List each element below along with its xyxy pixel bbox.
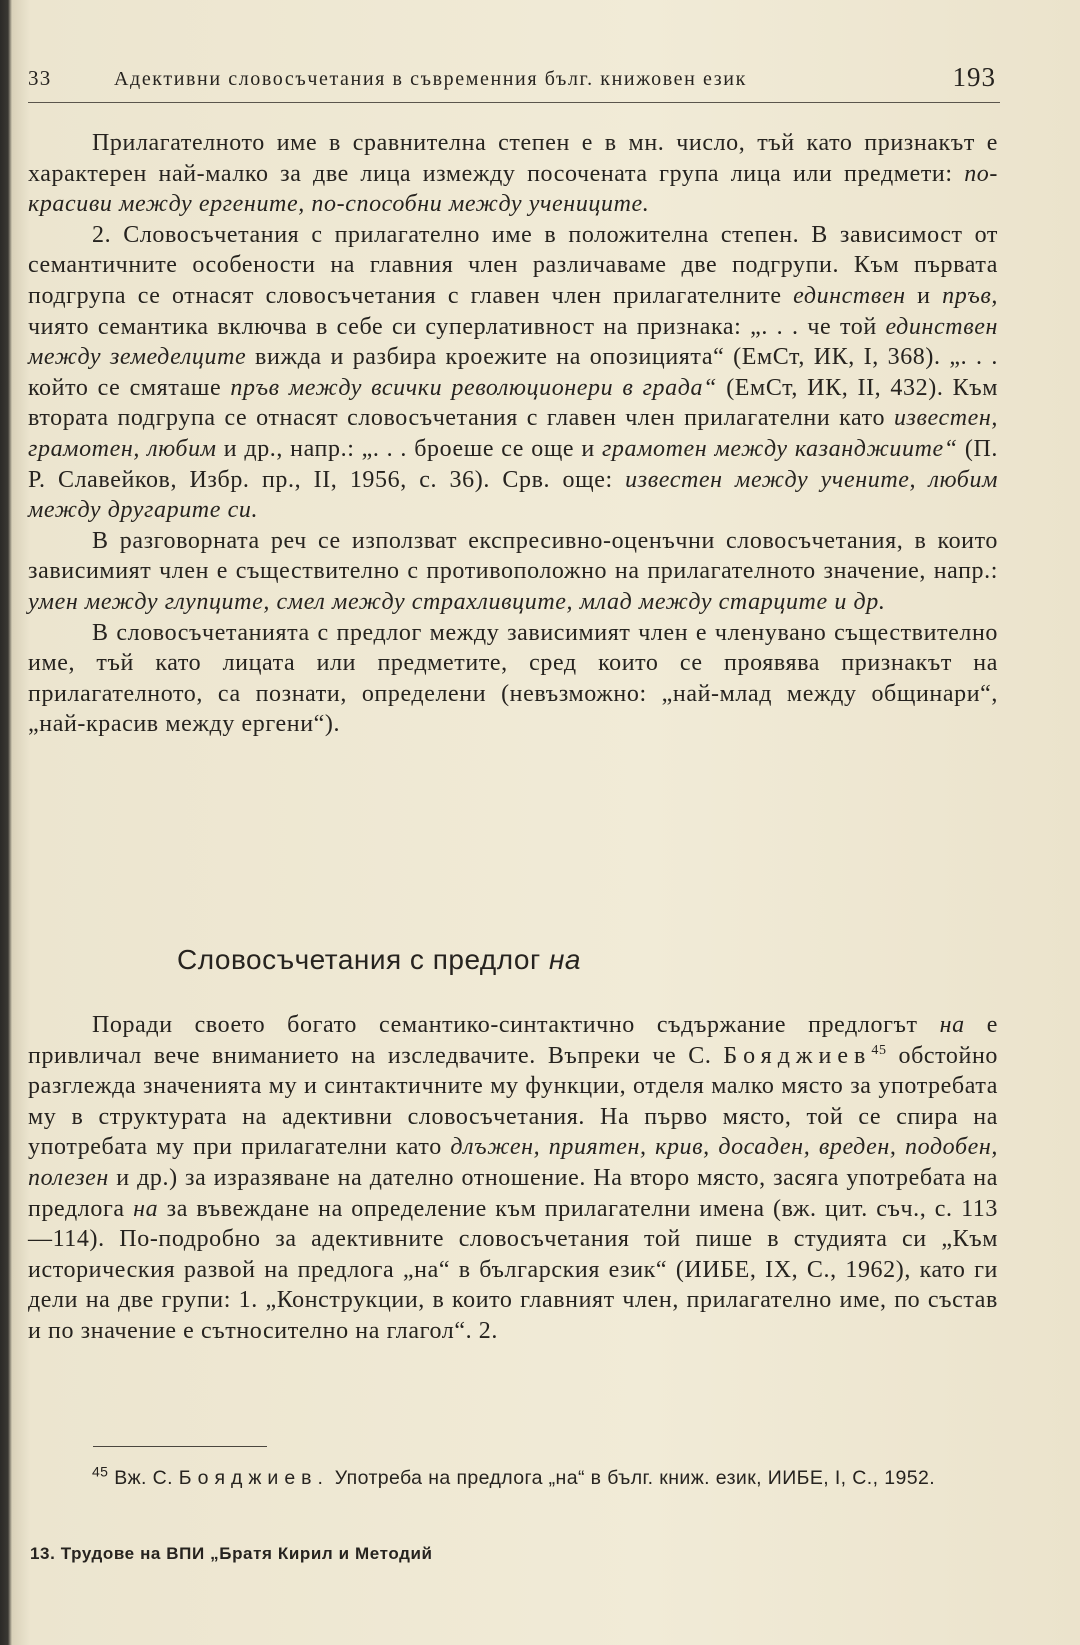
signature-mark: 33 [28,66,52,90]
example-italic: на [133,1195,159,1222]
text-run: Прилагателното име в сравнителна степен е в мн. число, тъй като признакът е характерен най-малко за две лица измежду посочената група лица или предмети: [28,130,998,187]
author-name-spaced: Бояджиев [723,1042,872,1069]
footnote [28,1463,998,1491]
example-italic: известен, грамотен, любим [28,405,998,462]
paragraph [28,526,998,618]
paragraph [28,1010,998,1347]
text-run: и [905,282,943,309]
paragraph [28,128,998,220]
text-run: и др.) за изразяване на дателно отношение. На второ място, засяга употребата на предлога [28,1164,998,1222]
body-text-upper [28,128,998,740]
example-italic: единствен между земеделците [28,313,998,371]
example-italic: пръв, [942,282,998,309]
section-heading [177,944,581,976]
text-run: В разговорната реч се използват експресивно-оценъчни словосъчетания, в които зависимият член е съществително с противоположно на прилагателното значение, напр.: [28,527,998,585]
example-italic: на [939,1012,965,1038]
example-italic: известен между учените, любим между другарите си. [28,466,998,524]
footnote-text [28,1463,998,1491]
running-header [28,62,1000,103]
text-run: В словосъчетанията с предлог между зависимият член е членувано съществително име, тъй като лицата или предметите, сред които се проявява признакът на прилагателното, са познати, определени (невъзможно: „най-млад между общинари“, „най-красив между ергени“). [28,619,998,738]
footnote-divider [93,1446,267,1447]
text-run: вижда и разбира кроежите на опозицията“ (ЕмСт, ИК, I, 368). „. . . който се смяташе [28,344,998,401]
text-run: за въвеждане на определение към прилагателни имена (вж. цит. съч., с. 113—114). По-подробно за адективните словосъчетания той пише в студията си „Към историческия развой на предлога „на“ в българския език“ (ИИБЕ, IX, С., 1962), като ги дели на две групи: 1. „Конструкции, в които главният член, прилагателно име, по състав и по значение е сътносително на глагол“. 2. [28,1195,998,1344]
example-italic: длъжен, приятен, крив, досаден, вреден, подобен, полезен [28,1134,998,1191]
text-run: Употреба на предлога „на“ в бълг. книж. език, ИИБЕ, I, С., 1952. [328,1467,936,1489]
example-italic: пръв между всички революционери в града“ [230,374,718,401]
text-run: 2. Словосъчетания с прилагателно име в положителна степен. В зависимост от семантичните особености на главния член различаваме две подгрупи. Към първата подгрупа се отнасят словосъчетания с главен член прилагателните [28,221,998,309]
section-title-italic: на [548,944,581,975]
body-text-lower [28,1010,998,1347]
running-title: Адективни словосъчетания в съвременния бълг. книжовен език [114,68,747,90]
footnote-reference[interactable]: 45 [871,1042,887,1058]
text-run: (П. Р. Славейков, Избр. пр., II, 1956, с. 36). Срв. още: [28,435,999,493]
printer-signature: 13. Трудове на ВПИ „Братя Кирил и Методий [30,1544,433,1563]
text-run: и др., напр.: „. . . броеше се още и [216,435,602,462]
text-run: чиято семантика включва в себе си суперлативност на признака: „. . . че той [28,313,886,340]
example-italic: грамотен между казанджиите“ [601,435,958,462]
example-italic: единствен [793,282,906,309]
text-run: (ЕмСт, ИК, II, 432). Към втората подгрупа се отнасят словосъчетания с главен член прилагателни като [28,374,998,432]
example-italic: по-красиви между ергените, по-способни между учениците. [28,160,998,218]
section-title: Словосъчетания с предлог [177,944,549,975]
paragraph [28,220,998,526]
text-run: обстойно разглежда значенията му и синтактичните му функции, отделя малко място за употребата му в структурата на адективни словосъчетания. На първо място, той се спира на употребата му при прилагателни като [28,1042,998,1161]
footnote-number: 45 [92,1463,109,1480]
author-name-spaced: Бояджиев. [178,1467,329,1489]
page-number: 193 [952,62,996,92]
paragraph [28,618,998,740]
text-run: Вж. С. [108,1467,179,1489]
text-run: Поради своето богато семантико-синтактично съдържание предлогът [92,1012,940,1038]
example-italic: умен между глупците, смел между страхливците, млад между старците и др. [28,588,886,615]
text-run: е привличал вече вниманието на изследвачите. Въпреки че С. [28,1012,998,1069]
